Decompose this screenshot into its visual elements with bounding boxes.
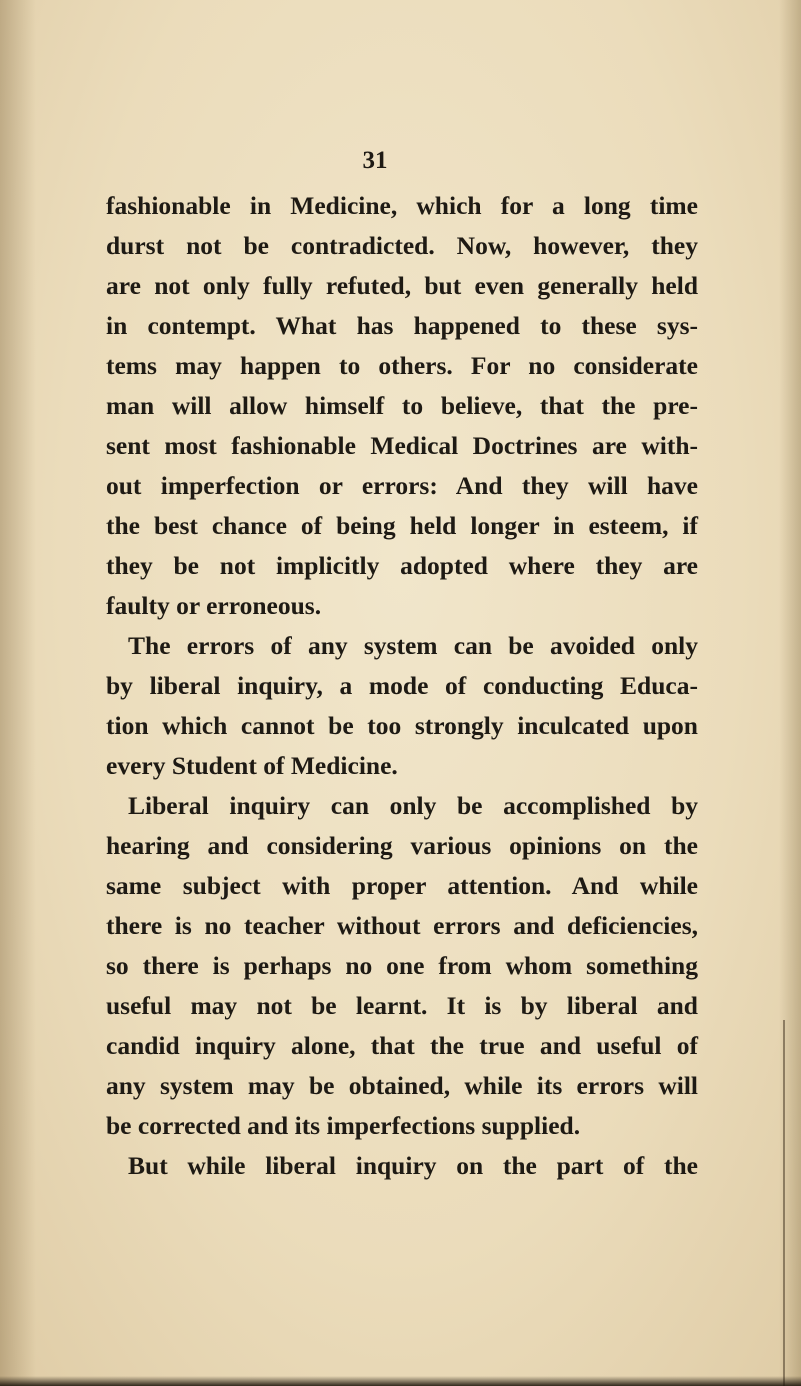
text-line: the best chance of being held longer in esteem, if	[106, 511, 698, 540]
text-line: out imperfection or errors: And they will have	[106, 471, 698, 500]
page-edge-line	[783, 1020, 785, 1386]
text-line: durst not be contradicted. Now, however, they	[106, 231, 698, 260]
text-line: sent most fashionable Medical Doctrines are with-	[106, 431, 698, 460]
text-line: candid inquiry alone, that the true and useful of	[106, 1031, 698, 1060]
bottom-edge-shadow	[0, 1376, 801, 1386]
text-line: same subject with proper attention. And while	[106, 871, 698, 900]
text-line: fashionable in Medicine, which for a long time	[106, 191, 698, 220]
text-line: faulty or erroneous.	[106, 591, 322, 620]
text-line: so there is perhaps no one from whom something	[106, 951, 698, 980]
text-line: they be not implicitly adopted where they are	[106, 551, 698, 580]
text-line: useful may not be learnt. It is by liberal and	[106, 991, 698, 1020]
text-line: man will allow himself to believe, that the pre-	[106, 391, 698, 420]
page-number: 31	[362, 147, 388, 174]
text-line: tion which cannot be too strongly inculcated upon	[106, 711, 698, 740]
text-line: be corrected and its imperfections supplied.	[106, 1111, 581, 1140]
text-line: any system may be obtained, while its errors will	[106, 1071, 698, 1100]
binding-shadow	[0, 0, 36, 1386]
text-line: by liberal inquiry, a mode of conducting Educa-	[106, 671, 698, 700]
paragraph-start-line: Liberal inquiry can only be accomplished by	[128, 791, 698, 820]
paragraph-start-line: The errors of any system can be avoided only	[128, 631, 698, 660]
text-line: there is no teacher without errors and deficiencies,	[106, 911, 698, 940]
text-line: are not only fully refuted, but even generally held	[106, 271, 698, 300]
text-line: tems may happen to others. For no considerate	[106, 351, 698, 380]
text-line: hearing and considering various opinions on the	[106, 831, 698, 860]
text-line: in contempt. What has happened to these sys-	[106, 311, 698, 340]
body-text	[106, 186, 698, 1186]
text-line: every Student of Medicine.	[106, 751, 398, 780]
paragraph-start-line: But while liberal inquiry on the part of the	[128, 1151, 698, 1180]
